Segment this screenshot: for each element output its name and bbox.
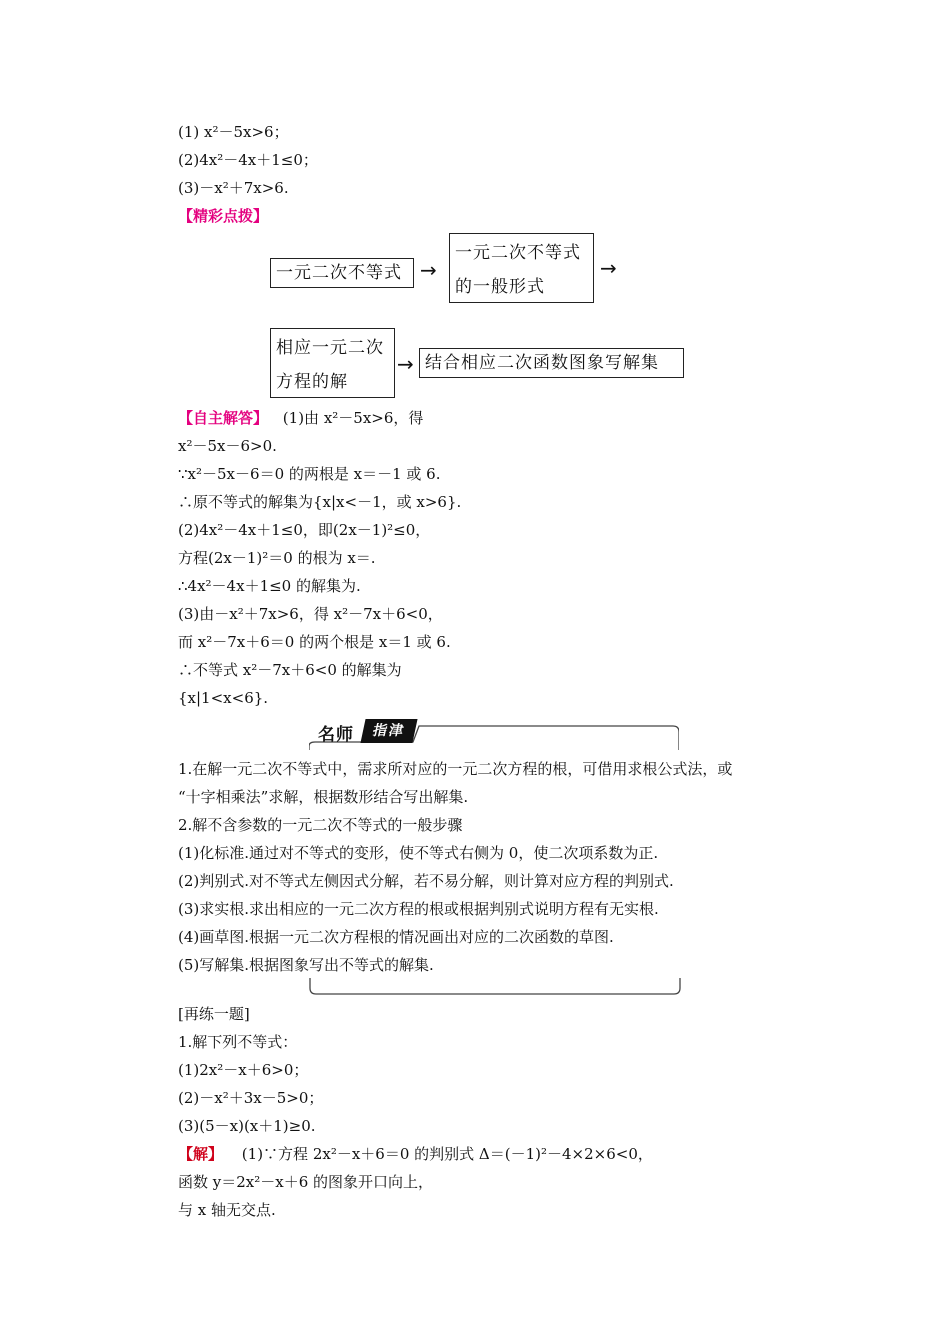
flow-box-equation-roots-line1: 相应一元二次 bbox=[276, 338, 384, 358]
example-line-3: (3)－x²＋7x>6. bbox=[178, 179, 289, 197]
solution-line-1: x²－5x－6>0. bbox=[178, 437, 277, 455]
solution-line-2: ∵x²－5x－6＝0 的两根是 x＝－1 或 6. bbox=[178, 465, 441, 483]
practice-line-5: (3)(5－x)(x＋1)≥0. bbox=[178, 1117, 316, 1135]
teacher-box-bottom-border bbox=[309, 978, 681, 996]
teacher-box-title: 名师 bbox=[318, 725, 354, 745]
teacher-box-tag: 指津 bbox=[360, 719, 417, 743]
example-line-2: (2)4x²－4x＋1≤0； bbox=[178, 151, 318, 169]
answer-label: 【解】 bbox=[178, 1145, 224, 1163]
flow-box-write-solution: 结合相应二次函数图象写解集 bbox=[419, 348, 684, 378]
teacher-line-4: (1)化标准.通过对不等式的变形，使不等式右侧为 0，使二次项系数为正. bbox=[178, 844, 659, 862]
example-line-1: (1) x²－5x>6； bbox=[178, 123, 289, 141]
teacher-line-3: 2.解不含参数的一元二次不等式的一般步骤 bbox=[178, 816, 463, 834]
solution-line-9: ∴不等式 x²－7x＋6<0 的解集为 bbox=[178, 661, 402, 679]
flow-arrow-3: → bbox=[397, 352, 414, 376]
flow-box-general-form-line1: 一元二次不等式 bbox=[455, 243, 581, 263]
teacher-line-8: (5)写解集.根据图象写出不等式的解集. bbox=[178, 956, 434, 974]
teacher-line-6: (3)求实根.求出相应的一元二次方程的根或根据判别式说明方程有无实根. bbox=[178, 900, 659, 918]
solution-line-8: 而 x²－7x＋6＝0 的两个根是 x＝1 或 6. bbox=[178, 633, 451, 651]
answer-line-1: 函数 y＝2x²－x＋6 的图象开口向上， bbox=[178, 1173, 434, 1191]
flow-box-equation-roots bbox=[270, 328, 395, 398]
tips-label: 【精彩点拨】 bbox=[178, 207, 269, 225]
flow-arrow-1: → bbox=[420, 258, 437, 282]
answer-line-2: 与 x 轴无交点. bbox=[178, 1201, 276, 1219]
practice-line-4: (2)－x²＋3x－5>0； bbox=[178, 1089, 324, 1107]
solution-label: 【自主解答】 bbox=[178, 409, 269, 427]
solution-first-line bbox=[178, 408, 423, 428]
solution-line-5: 方程(2x－1)²＝0 的根为 x＝. bbox=[178, 549, 376, 567]
solution-first-text: (1)由 x²－5x>6，得 bbox=[282, 409, 424, 427]
flow-box-general-form-line2: 的一般形式 bbox=[455, 277, 545, 297]
solution-line-3: ∴原不等式的解集为{x|x<－1，或 x>6}. bbox=[178, 493, 462, 511]
solution-line-4: (2)4x²－4x＋1≤0，即(2x－1)²≤0， bbox=[178, 521, 431, 539]
answer-first-text: (1)∵方程 2x²－x＋6＝0 的判别式 Δ＝(－1)²－4×2×6<0， bbox=[241, 1145, 653, 1163]
teacher-line-7: (4)画草图.根据一元二次方程根的情况画出对应的二次函数的草图. bbox=[178, 928, 614, 946]
teacher-line-2: “十字相乘法”求解，根据数形结合写出解集. bbox=[178, 788, 469, 806]
flow-box-equation-roots-line2: 方程的解 bbox=[276, 372, 348, 392]
practice-line-1: [再练一题] bbox=[178, 1005, 250, 1023]
solution-line-10: {x|1<x<6}. bbox=[178, 689, 269, 707]
answer-first-line bbox=[178, 1144, 653, 1164]
flow-box-general-form bbox=[449, 233, 594, 303]
flow-box-inequality: 一元二次不等式 bbox=[270, 258, 414, 288]
practice-line-2: 1.解下列不等式： bbox=[178, 1033, 298, 1051]
solution-line-7: (3)由－x²＋7x>6，得 x²－7x＋6<0， bbox=[178, 605, 443, 623]
flow-arrow-2: → bbox=[600, 256, 617, 280]
teacher-line-1: 1.在解一元二次不等式中，需求所对应的一元二次方程的根，可借用求根公式法，或 bbox=[178, 760, 733, 778]
solution-line-6: ∴4x²－4x＋1≤0 的解集为. bbox=[178, 577, 361, 595]
practice-line-3: (1)2x²－x＋6>0； bbox=[178, 1061, 309, 1079]
teacher-line-5: (2)判别式.对不等式左侧因式分解，若不易分解，则计算对应方程的判别式. bbox=[178, 872, 674, 890]
